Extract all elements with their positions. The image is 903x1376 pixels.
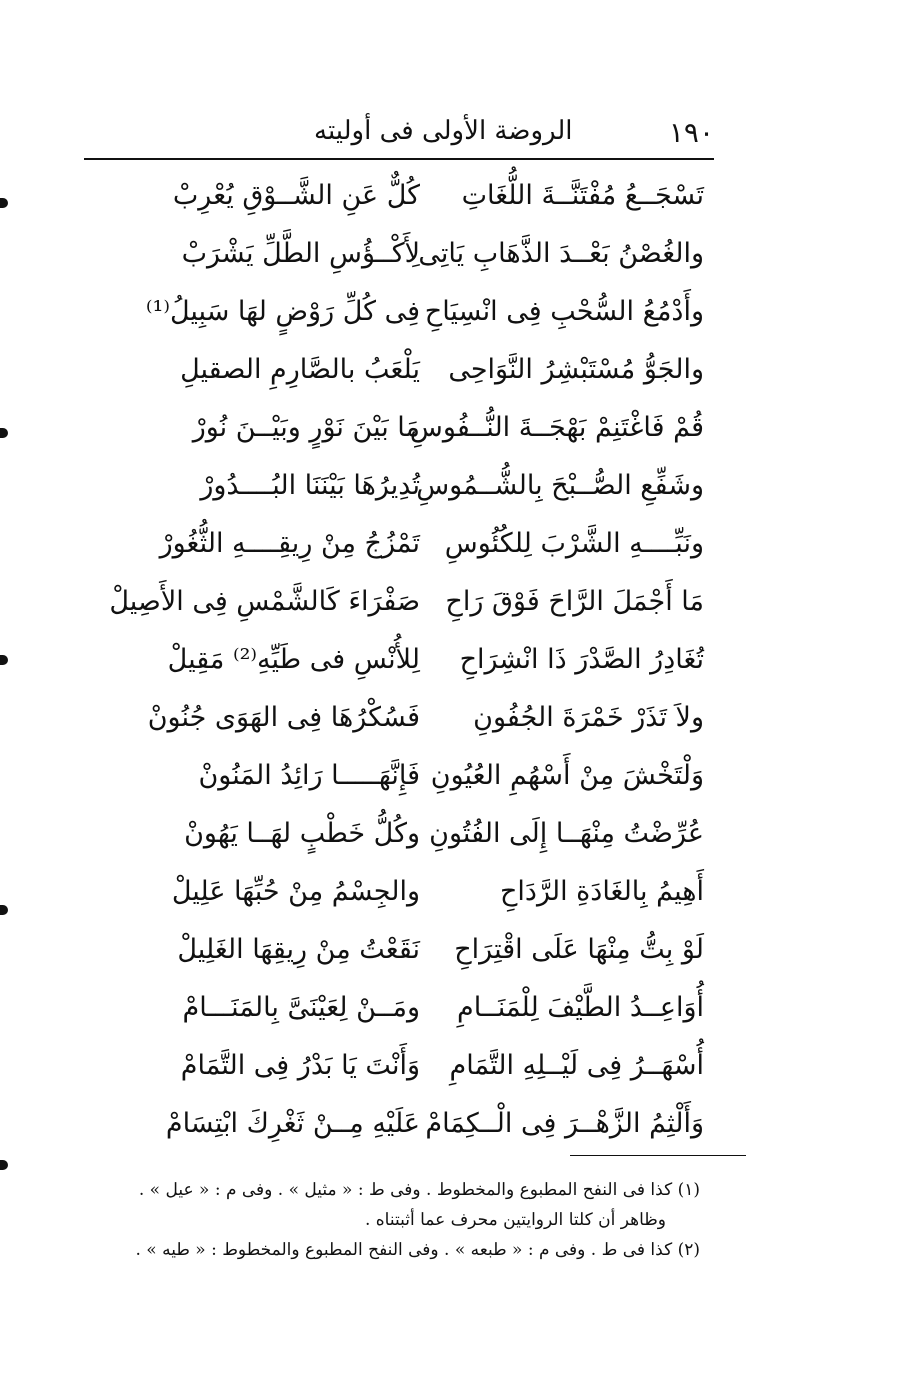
second-hemistich: كُلٌّ عَنِ الشَّــوْقِ يُعْرِبْ bbox=[172, 180, 420, 211]
second-hemistich: يَلْعَبُ بالصَّارِمِ الصقيلِ bbox=[180, 354, 420, 385]
verse-line bbox=[90, 1100, 714, 1158]
first-hemistich: أُسْهَــرُ فِى لَيْــلِهِ التَّمَامِ bbox=[449, 1050, 704, 1081]
first-hemistich: تُغَادِرُ الصَّدْرَ ذَا انْشِرَاحِ bbox=[459, 644, 704, 675]
scan-edge-mark bbox=[0, 198, 8, 208]
verse-line bbox=[90, 578, 714, 636]
running-title: الروضة الأولى فى أوليته bbox=[314, 116, 573, 146]
page-header bbox=[84, 112, 714, 156]
first-hemistich: قُمْ فَاغْتَنِمْ بَهْجَــةَ النُّــفُوسِ bbox=[409, 412, 704, 443]
second-hemistich: فَسُكْرُهَا فِى الهَوَى جُنُونْ bbox=[147, 702, 420, 733]
verse-line bbox=[90, 810, 714, 868]
scan-edge-mark bbox=[0, 428, 8, 438]
first-hemistich: وأَدْمُعُ السُّحْبِ فِى انْسِيَاحِ bbox=[424, 296, 704, 327]
footnote-1: (١) كذا فى النفح المطبوع والمخطوط . وفى ط : « مثيل » . وفى م : « عيل » . bbox=[138, 1180, 700, 1200]
first-hemistich: وشَفِّعِ الصُّــبْحَ بِالشُّــمُوسِ bbox=[416, 470, 704, 501]
second-hemistich: صَفْرَاءَ كَالشَّمْسِ فِى الأَصِيلْ bbox=[109, 586, 420, 617]
scan-edge-mark bbox=[0, 1160, 8, 1170]
second-hemistich: مَا بَيْنَ نَوْرٍ وبَيْــنَ نُورْ bbox=[192, 412, 420, 443]
poem bbox=[90, 172, 714, 1158]
verse-line bbox=[90, 288, 714, 346]
verse-line bbox=[90, 346, 714, 404]
verse-line bbox=[90, 984, 714, 1042]
verse-line bbox=[90, 868, 714, 926]
first-hemistich: أُوَاعِــدُ الطَّيْفَ لِلْمَنَــامِ bbox=[457, 992, 704, 1023]
header-rule bbox=[84, 158, 714, 160]
second-hemistich: لِلأُنْسِ فى طَيِّهِ⁽²⁾ مَقِيلْ bbox=[167, 644, 420, 675]
second-hemistich: لِأَكْــؤُسِ الطَّلِّ يَشْرَبْ bbox=[181, 238, 420, 269]
verse-line bbox=[90, 752, 714, 810]
second-hemistich: تَمْزُجُ مِنْ رِيقِــــهِ الثُّغُورْ bbox=[159, 528, 420, 559]
second-hemistich: فَإِنَّهَـــــا رَائِدُ المَنُونْ bbox=[198, 760, 420, 791]
second-hemistich: ومَــنْ لِعَيْنَىَّ بِالمَنَـــامْ bbox=[182, 992, 420, 1023]
second-hemistich: والجِسْمُ مِنْ حُبِّهَا عَلِيلْ bbox=[171, 876, 420, 907]
second-hemistich: وكُلُّ خَطْبٍ لهَــا يَهُونْ bbox=[184, 818, 420, 849]
footnote-1-continuation: وظاهر أن كلتا الروايتين محرف عما أثبتناه . bbox=[364, 1210, 666, 1230]
first-hemistich: لَوْ بِتُّ مِنْهَا عَلَى اقْتِرَاحِ bbox=[454, 934, 704, 965]
verse-line bbox=[90, 1042, 714, 1100]
verse-line bbox=[90, 230, 714, 288]
verse-line bbox=[90, 926, 714, 984]
scan-edge-mark bbox=[0, 905, 8, 915]
first-hemistich: تَسْجَــعُ مُفْتَنَّــةَ اللُّغَاتِ bbox=[461, 180, 704, 211]
second-hemistich: فِى كُلِّ رَوْضٍ لهَا سَبِيلُ⁽¹⁾ bbox=[145, 296, 420, 327]
first-hemistich: وَلْتَخْشَ مِنْ أَسْهُمِ العُيُونِ bbox=[430, 760, 704, 791]
scan-edge-mark bbox=[0, 655, 8, 665]
first-hemistich: ولاَ تَذَرْ خَمْرَةَ الجُفُونِ bbox=[473, 702, 704, 733]
first-hemistich: ونَبِّــــهِ الشَّرْبَ لِلكُئُوسِ bbox=[444, 528, 704, 559]
verse-line bbox=[90, 172, 714, 230]
footnote-2: (٢) كذا فى ط . وفى م : « طبعه » . وفى النفح المطبوع والمخطوط : « طيه » . bbox=[135, 1240, 700, 1260]
first-hemistich: والغُصْنُ بَعْــدَ الذَّهَابِ يَاتِى bbox=[418, 238, 704, 269]
second-hemistich: نَقَعْتُ مِنْ رِيقِهَا الغَلِيلْ bbox=[177, 934, 420, 965]
second-hemistich: تُدِيرُهَا بَيْنَنَا البُــــدُورْ bbox=[200, 470, 420, 501]
first-hemistich: أَهِيمُ بِالغَادَةِ الرَّدَاحِ bbox=[500, 876, 704, 907]
verse-line bbox=[90, 404, 714, 462]
first-hemistich: والجَوُّ مُسْتَبْشِرُ النَّوَاحِى bbox=[448, 354, 704, 385]
verse-line bbox=[90, 694, 714, 752]
first-hemistich: مَا أَجْمَلَ الرَّاحَ فَوْقَ رَاحِ bbox=[445, 586, 704, 617]
first-hemistich: عُرِّضْتُ مِنْهَــا إِلَى الفُتُونِ bbox=[429, 818, 704, 849]
verse-line bbox=[90, 462, 714, 520]
first-hemistich: وَأَلْثِمُ الزَّهْــرَ فِى الْــكِمَامْ bbox=[425, 1108, 704, 1139]
footnote-rule bbox=[570, 1155, 746, 1156]
verse-line bbox=[90, 520, 714, 578]
second-hemistich: وَأَنْتَ يَا بَدْرُ فِى التَّمَامْ bbox=[180, 1050, 420, 1081]
page-number: ١٩٠ bbox=[668, 116, 714, 149]
verse-line bbox=[90, 636, 714, 694]
footnotes bbox=[100, 1175, 700, 1265]
second-hemistich: عَلَيْهِ مِــنْ ثَغْرِكَ ابْتِسَامْ bbox=[165, 1108, 420, 1139]
